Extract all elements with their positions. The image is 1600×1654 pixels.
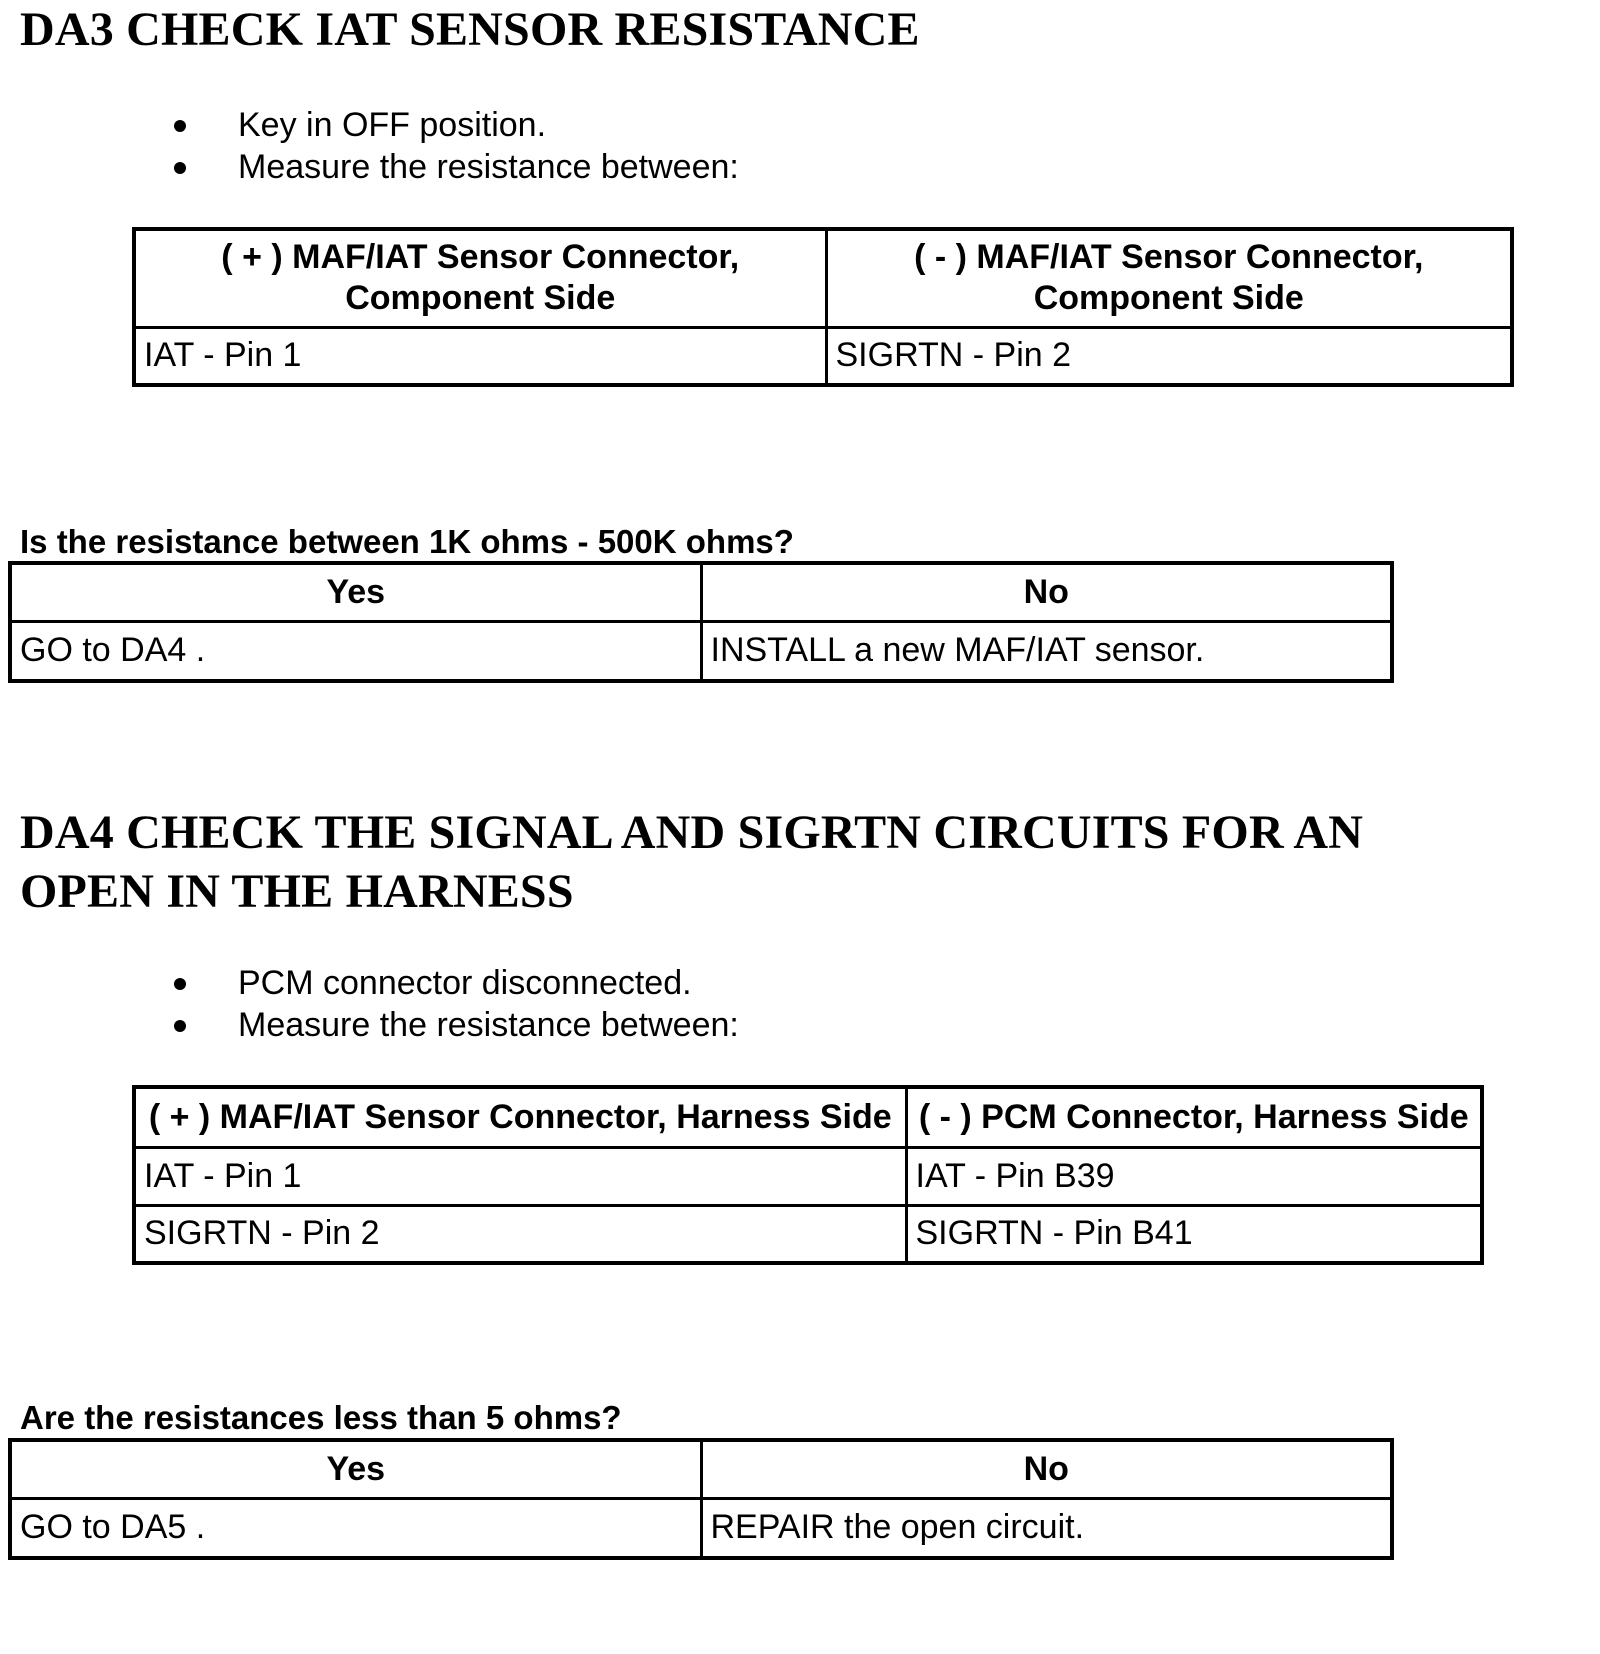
da4-bullet-item: Measure the resistance between: [0, 1004, 739, 1046]
da4-measure-table [132, 1085, 1484, 1265]
table-cell: GO to DA5 . [10, 1498, 701, 1558]
header-yes: Yes [10, 1440, 701, 1498]
table-cell: INSTALL a new MAF/IAT sensor. [701, 621, 1392, 681]
table-cell: IAT - Pin 1 [134, 1147, 906, 1205]
da4-answer-table [8, 1438, 1394, 1560]
table-cell: IAT - Pin B39 [906, 1147, 1482, 1205]
da4-bullet-list [0, 962, 739, 1046]
table-cell: SIGRTN - Pin 2 [134, 1205, 906, 1263]
bullet-dot-icon [174, 120, 186, 132]
header-negative-connector: ( - ) MAF/IAT Sensor Connector, Component Side [826, 229, 1512, 327]
da3-bullet-item: Measure the resistance between: [0, 146, 739, 188]
da4-heading-line1: DA4 CHECK THE SIGNAL AND SIGRTN CIRCUITS FOR AN [20, 806, 1364, 859]
table-header-row [10, 1440, 1392, 1498]
da3-question: Is the resistance between 1K ohms - 500K ohms? [20, 523, 794, 560]
table-cell: IAT - Pin 1 [134, 327, 826, 385]
da4-heading-line2: OPEN IN THE HARNESS [20, 865, 574, 918]
da3-answer-table [8, 561, 1394, 683]
table-cell: GO to DA4 . [10, 621, 701, 681]
da4-heading [20, 803, 1363, 921]
bullet-dot-icon [174, 1020, 186, 1032]
da3-bullet-item: Key in OFF position. [0, 104, 739, 146]
table-cell: SIGRTN - Pin 2 [826, 327, 1512, 385]
bullet-dot-icon [174, 162, 186, 174]
header-negative-connector: ( - ) PCM Connector, Harness Side [906, 1087, 1482, 1147]
table-row [10, 1498, 1392, 1558]
header-no: No [701, 563, 1392, 621]
header-no: No [701, 1440, 1392, 1498]
da3-heading: DA3 CHECK IAT SENSOR RESISTANCE [20, 3, 920, 56]
table-row [10, 621, 1392, 681]
table-header-row [10, 563, 1392, 621]
table-cell: REPAIR the open circuit. [701, 1498, 1392, 1558]
da4-bullet-item: PCM connector disconnected. [0, 962, 739, 1004]
table-cell: SIGRTN - Pin B41 [906, 1205, 1482, 1263]
bullet-dot-icon [174, 978, 186, 990]
table-row [134, 1147, 1482, 1205]
header-positive-connector: ( + ) MAF/IAT Sensor Connector, Component Side [134, 229, 826, 327]
table-header-row [134, 229, 1512, 327]
table-header-row [134, 1087, 1482, 1147]
da3-bullet-list [0, 104, 739, 188]
da4-question: Are the resistances less than 5 ohms? [20, 1399, 622, 1436]
header-yes: Yes [10, 563, 701, 621]
header-positive-connector: ( + ) MAF/IAT Sensor Connector, Harness Side [134, 1087, 906, 1147]
table-row [134, 1205, 1482, 1263]
table-row [134, 327, 1512, 385]
da3-measure-table [132, 227, 1514, 387]
